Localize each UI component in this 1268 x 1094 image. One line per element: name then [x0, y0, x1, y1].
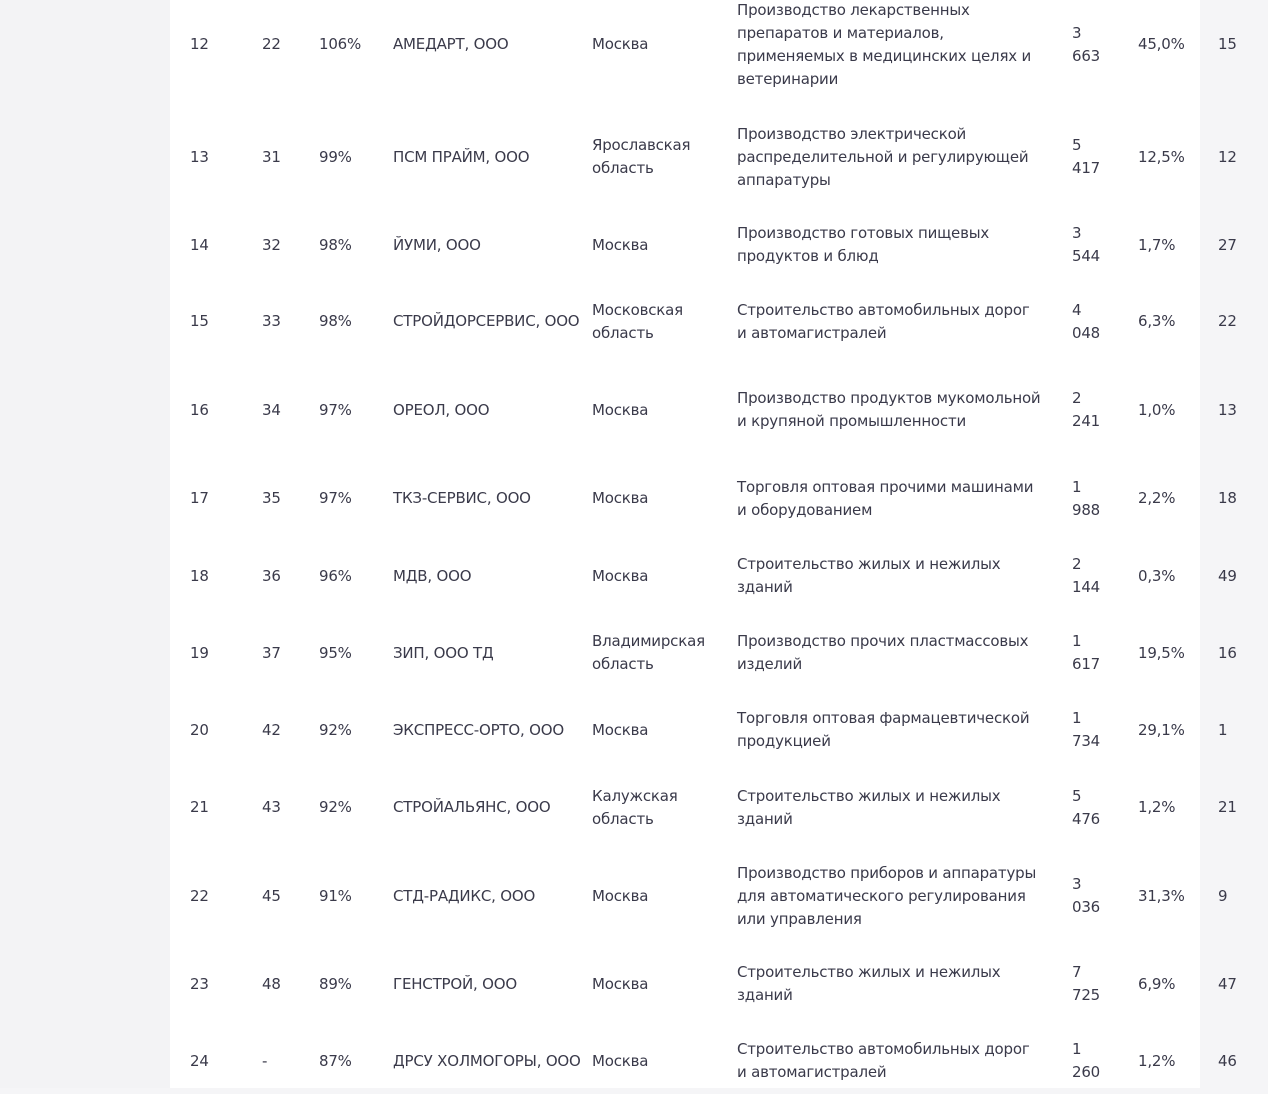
- rank-text: 18: [190, 566, 209, 585]
- last-column-cell: [1218, 366, 1268, 454]
- company-cell: [393, 213, 592, 277]
- company-text: СТРОЙДОРСЕРВИС, ООО: [393, 312, 580, 330]
- growth-cell: [319, 940, 393, 1028]
- revenue-thousands: 2: [1072, 555, 1082, 573]
- previous-rank-text: 32: [262, 235, 281, 254]
- region-cell: [592, 277, 737, 366]
- previous-rank-cell: [262, 940, 319, 1028]
- revenue-units: 476: [1072, 809, 1101, 828]
- revenue-cell: [1072, 1028, 1138, 1094]
- growth-cell: [319, 763, 393, 852]
- last-column-text: 49: [1218, 566, 1237, 585]
- rank-text: 16: [190, 400, 209, 419]
- last-column-cell: [1218, 1028, 1268, 1094]
- table-row: [170, 543, 1268, 609]
- revenue-cell: [1072, 454, 1138, 543]
- revenue-cell: [1072, 213, 1138, 277]
- previous-rank-cell: [262, 543, 319, 609]
- left-gutter: [0, 0, 170, 1088]
- rank-cell: [170, 697, 262, 763]
- revenue-cell: [1072, 763, 1138, 852]
- previous-rank-cell: [262, 609, 319, 697]
- share-cell: [1138, 366, 1218, 454]
- company-text: ГЕНСТРОЙ, ООО: [393, 974, 517, 993]
- region-cell: [592, 366, 737, 454]
- previous-rank-cell: [262, 852, 319, 940]
- region-text: Калужская область: [592, 786, 678, 828]
- activity-text: Производство готовых пищевых продуктов и блюд: [737, 224, 990, 265]
- share-text: 1,0%: [1138, 400, 1176, 419]
- rank-cell: [170, 101, 262, 213]
- revenue-cell: [1072, 697, 1138, 763]
- activity-cell: [737, 697, 1072, 763]
- share-cell: [1138, 852, 1218, 940]
- company-cell: [393, 366, 592, 454]
- table-row: [170, 213, 1268, 277]
- activity-text: Производство продуктов мукомольной и крупяной промышленности: [737, 389, 1041, 430]
- rank-cell: [170, 454, 262, 543]
- rank-text: 23: [190, 974, 209, 993]
- last-column-cell: [1218, 277, 1268, 366]
- previous-rank-text: 35: [262, 489, 281, 507]
- revenue-units: 048: [1072, 323, 1101, 342]
- table-row: [170, 454, 1268, 543]
- rank-cell: [170, 213, 262, 277]
- share-cell: [1138, 543, 1218, 609]
- rank-text: 21: [190, 798, 209, 816]
- revenue-thousands: 5: [1072, 136, 1082, 154]
- growth-cell: [319, 213, 393, 277]
- company-cell: [393, 543, 592, 609]
- growth-text: 98%: [319, 235, 352, 254]
- company-cell: [393, 609, 592, 697]
- activity-cell: [737, 213, 1072, 277]
- activity-text: Строительство жилых и нежилых зданий: [737, 963, 1001, 1004]
- share-cell: [1138, 763, 1218, 852]
- activity-text: Строительство автомобильных дорог и автомагистралей: [737, 1040, 1030, 1081]
- revenue-units: 663: [1072, 46, 1101, 65]
- revenue-cell: [1072, 277, 1138, 366]
- region-text: Владимирская область: [592, 632, 705, 673]
- last-column-text: 15: [1218, 35, 1237, 53]
- company-cell: [393, 101, 592, 213]
- table-row: [170, 763, 1268, 852]
- activity-cell: [737, 1028, 1072, 1094]
- region-text: Ярославская область: [592, 136, 691, 177]
- rank-text: 14: [190, 235, 209, 254]
- previous-rank-text: 43: [262, 798, 281, 816]
- revenue-cell: [1072, 0, 1138, 101]
- share-text: 0,3%: [1138, 566, 1176, 585]
- previous-rank-text: 48: [262, 974, 281, 993]
- revenue-units: 144: [1072, 578, 1101, 596]
- revenue-cell: [1072, 101, 1138, 213]
- previous-rank-cell: [262, 0, 319, 101]
- revenue-units: 241: [1072, 412, 1101, 430]
- last-column-cell: [1218, 852, 1268, 940]
- rank-cell: [170, 366, 262, 454]
- region-text: Москва: [592, 489, 649, 507]
- table-row: [170, 852, 1268, 940]
- company-text: СТД-РАДИКС, ООО: [393, 886, 536, 905]
- previous-rank-text: 33: [262, 312, 281, 330]
- company-cell: [393, 940, 592, 1028]
- rank-text: 19: [190, 643, 209, 662]
- company-cell: [393, 454, 592, 543]
- growth-cell: [319, 609, 393, 697]
- table-row: [170, 366, 1268, 454]
- last-column-cell: [1218, 940, 1268, 1028]
- revenue-thousands: 3: [1072, 224, 1082, 242]
- revenue-units: 544: [1072, 247, 1101, 265]
- revenue-cell: [1072, 543, 1138, 609]
- last-column-cell: [1218, 213, 1268, 277]
- previous-rank-text: 45: [262, 886, 281, 905]
- activity-cell: [737, 101, 1072, 213]
- growth-text: 92%: [319, 720, 352, 739]
- revenue-thousands: 5: [1072, 786, 1082, 805]
- last-column-text: 18: [1218, 489, 1237, 507]
- activity-text: Торговля оптовая фармацевтической продукцией: [737, 709, 1030, 750]
- region-text: Московская область: [592, 300, 683, 342]
- share-text: 6,9%: [1138, 974, 1176, 993]
- activity-cell: [737, 940, 1072, 1028]
- activity-cell: [737, 852, 1072, 940]
- previous-rank-text: 42: [262, 720, 281, 739]
- previous-rank-cell: [262, 101, 319, 213]
- growth-text: 95%: [319, 643, 352, 662]
- company-cell: [393, 852, 592, 940]
- last-column-cell: [1218, 543, 1268, 609]
- growth-cell: [319, 0, 393, 101]
- activity-cell: [737, 0, 1072, 101]
- activity-text: Торговля оптовая прочими машинами и оборудованием: [737, 477, 1034, 519]
- activity-text: Производство лекарственных препаратов и материалов, применяемых в медицинских целях и ветеринарии: [737, 0, 1032, 88]
- region-text: Москва: [592, 1051, 649, 1070]
- activity-text: Производство приборов и аппаратуры для автоматического регулирования или управления: [737, 863, 1037, 928]
- share-text: 6,3%: [1138, 312, 1176, 330]
- growth-cell: [319, 366, 393, 454]
- share-cell: [1138, 277, 1218, 366]
- company-cell: [393, 1028, 592, 1094]
- last-column-text: 22: [1218, 312, 1237, 330]
- revenue-cell: [1072, 940, 1138, 1028]
- activity-cell: [737, 366, 1072, 454]
- growth-text: 92%: [319, 798, 352, 816]
- region-text: Москва: [592, 974, 649, 993]
- rank-cell: [170, 852, 262, 940]
- region-cell: [592, 697, 737, 763]
- share-text: 1,2%: [1138, 1051, 1176, 1070]
- share-cell: [1138, 697, 1218, 763]
- region-cell: [592, 454, 737, 543]
- growth-cell: [319, 1028, 393, 1094]
- last-column-text: 9: [1218, 886, 1228, 905]
- last-column-text: 27: [1218, 235, 1237, 254]
- activity-text: Строительство жилых и нежилых зданий: [737, 786, 1001, 828]
- last-column-cell: [1218, 763, 1268, 852]
- revenue-units: 725: [1072, 986, 1101, 1004]
- company-text: ТКЗ-СЕРВИС, ООО: [393, 489, 531, 507]
- region-text: Москва: [592, 566, 649, 585]
- rank-cell: [170, 763, 262, 852]
- last-column-text: 47: [1218, 974, 1237, 993]
- company-cell: [393, 0, 592, 101]
- rank-cell: [170, 609, 262, 697]
- last-column-text: 21: [1218, 798, 1237, 816]
- revenue-units: 617: [1072, 655, 1101, 673]
- last-column-text: 46: [1218, 1051, 1237, 1070]
- region-cell: [592, 1028, 737, 1094]
- rank-cell: [170, 277, 262, 366]
- region-cell: [592, 852, 737, 940]
- region-cell: [592, 609, 737, 697]
- previous-rank-cell: [262, 697, 319, 763]
- company-text: ДРСУ ХОЛМОГОРЫ, ООО: [393, 1051, 581, 1070]
- growth-text: 89%: [319, 974, 352, 993]
- activity-cell: [737, 454, 1072, 543]
- revenue-thousands: 3: [1072, 875, 1082, 893]
- share-text: 19,5%: [1138, 643, 1185, 662]
- activity-cell: [737, 609, 1072, 697]
- company-text: СТРОЙАЛЬЯНС, ООО: [393, 798, 551, 816]
- previous-rank-text: 34: [262, 400, 281, 419]
- growth-cell: [319, 543, 393, 609]
- rank-cell: [170, 1028, 262, 1094]
- region-cell: [592, 940, 737, 1028]
- previous-rank-text: 37: [262, 643, 281, 662]
- share-text: 12,5%: [1138, 147, 1185, 166]
- rank-text: 22: [190, 886, 209, 905]
- company-cell: [393, 277, 592, 366]
- previous-rank-text: 36: [262, 566, 281, 585]
- previous-rank-cell: [262, 366, 319, 454]
- table-row: [170, 609, 1268, 697]
- share-cell: [1138, 1028, 1218, 1094]
- region-cell: [592, 763, 737, 852]
- previous-rank-cell: [262, 454, 319, 543]
- last-column-text: 1: [1218, 720, 1228, 739]
- growth-text: 98%: [319, 312, 352, 330]
- last-column-text: 16: [1218, 643, 1237, 662]
- rank-text: 12: [190, 35, 209, 53]
- revenue-thousands: 1: [1072, 632, 1082, 650]
- last-column-cell: [1218, 0, 1268, 101]
- revenue-thousands: 1: [1072, 709, 1082, 727]
- growth-cell: [319, 454, 393, 543]
- growth-text: 106%: [319, 35, 362, 53]
- share-cell: [1138, 101, 1218, 213]
- rank-text: 13: [190, 147, 209, 166]
- region-cell: [592, 543, 737, 609]
- ranking-table: [170, 0, 1268, 1094]
- revenue-thousands: 1: [1072, 1040, 1082, 1058]
- growth-cell: [319, 101, 393, 213]
- rank-text: 20: [190, 720, 209, 739]
- last-column-text: 12: [1218, 147, 1237, 166]
- company-text: АМЕДАРТ, ООО: [393, 35, 509, 53]
- share-text: 45,0%: [1138, 35, 1185, 53]
- growth-text: 97%: [319, 489, 352, 507]
- last-column-cell: [1218, 609, 1268, 697]
- last-column-cell: [1218, 101, 1268, 213]
- revenue-units: 036: [1072, 898, 1101, 916]
- previous-rank-cell: [262, 763, 319, 852]
- growth-cell: [319, 697, 393, 763]
- table-row: [170, 101, 1268, 213]
- share-cell: [1138, 940, 1218, 1028]
- previous-rank-text: 22: [262, 35, 281, 53]
- revenue-units: 417: [1072, 159, 1101, 177]
- rank-cell: [170, 940, 262, 1028]
- rank-text: 17: [190, 489, 209, 507]
- share-cell: [1138, 213, 1218, 277]
- table-row: [170, 940, 1268, 1028]
- growth-cell: [319, 852, 393, 940]
- company-text: ПСМ ПРАЙМ, ООО: [393, 147, 530, 166]
- last-column-cell: [1218, 454, 1268, 543]
- revenue-thousands: 2: [1072, 389, 1082, 407]
- share-cell: [1138, 454, 1218, 543]
- rank-cell: [170, 543, 262, 609]
- region-cell: [592, 101, 737, 213]
- region-cell: [592, 0, 737, 101]
- growth-text: 97%: [319, 400, 352, 419]
- region-text: Москва: [592, 35, 649, 53]
- company-text: МДВ, ООО: [393, 566, 472, 585]
- previous-rank-text: -: [262, 1051, 268, 1070]
- table-row: [170, 277, 1268, 366]
- revenue-cell: [1072, 609, 1138, 697]
- company-cell: [393, 697, 592, 763]
- company-text: ЭКСПРЕСС-ОРТО, ООО: [393, 720, 564, 739]
- table-row: [170, 1028, 1268, 1094]
- last-column-cell: [1218, 697, 1268, 763]
- rank-text: 15: [190, 312, 209, 330]
- company-cell: [393, 763, 592, 852]
- company-text: ЙУМИ, ООО: [393, 235, 481, 254]
- previous-rank-text: 31: [262, 147, 281, 166]
- company-text: ЗИП, ООО ТД: [393, 643, 494, 662]
- rank-text: 24: [190, 1051, 209, 1070]
- share-cell: [1138, 609, 1218, 697]
- activity-text: Производство прочих пластмассовых изделий: [737, 632, 1029, 673]
- activity-cell: [737, 543, 1072, 609]
- share-text: 2,2%: [1138, 489, 1176, 507]
- region-text: Москва: [592, 720, 649, 739]
- share-text: 31,3%: [1138, 886, 1185, 905]
- region-text: Москва: [592, 886, 649, 905]
- revenue-units: 988: [1072, 500, 1101, 519]
- activity-text: Строительство автомобильных дорог и автомагистралей: [737, 300, 1030, 342]
- ranking-table-body: [170, 0, 1268, 1094]
- activity-cell: [737, 277, 1072, 366]
- rank-cell: [170, 0, 262, 101]
- region-text: Москва: [592, 400, 649, 419]
- revenue-cell: [1072, 852, 1138, 940]
- share-text: 1,7%: [1138, 235, 1176, 254]
- region-cell: [592, 213, 737, 277]
- revenue-units: 734: [1072, 732, 1101, 750]
- revenue-units: 260: [1072, 1063, 1101, 1081]
- growth-cell: [319, 277, 393, 366]
- activity-text: Строительство жилых и нежилых зданий: [737, 555, 1001, 596]
- growth-text: 99%: [319, 147, 352, 166]
- revenue-cell: [1072, 366, 1138, 454]
- previous-rank-cell: [262, 1028, 319, 1094]
- region-text: Москва: [592, 235, 649, 254]
- growth-text: 87%: [319, 1051, 352, 1070]
- revenue-thousands: 3: [1072, 23, 1082, 42]
- previous-rank-cell: [262, 213, 319, 277]
- revenue-thousands: 1: [1072, 477, 1082, 496]
- share-text: 29,1%: [1138, 720, 1185, 739]
- company-text: ОРЕОЛ, ООО: [393, 400, 490, 419]
- share-text: 1,2%: [1138, 798, 1176, 816]
- last-column-text: 13: [1218, 400, 1237, 419]
- activity-cell: [737, 763, 1072, 852]
- growth-text: 91%: [319, 886, 352, 905]
- revenue-thousands: 4: [1072, 300, 1082, 319]
- activity-text: Производство электрической распределительной и регулирующей аппаратуры: [737, 124, 1029, 189]
- growth-text: 96%: [319, 566, 352, 585]
- table-row: [170, 0, 1268, 101]
- previous-rank-cell: [262, 277, 319, 366]
- share-cell: [1138, 0, 1218, 101]
- revenue-thousands: 7: [1072, 963, 1082, 981]
- table-row: [170, 697, 1268, 763]
